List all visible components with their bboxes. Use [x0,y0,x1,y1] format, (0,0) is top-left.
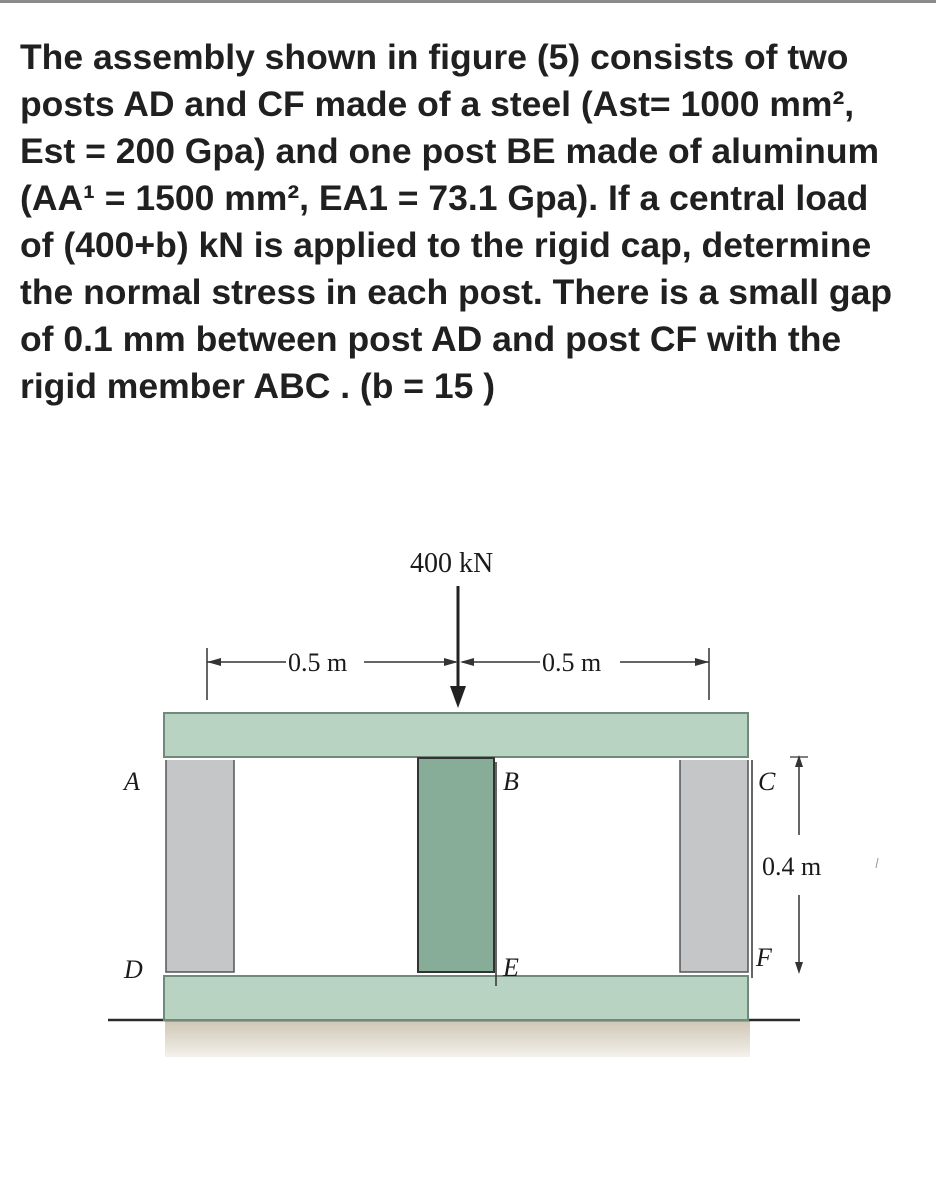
post-ad [166,759,234,972]
label-c: C [758,767,776,796]
dim-right-label: 0.5 m [542,648,602,677]
label-b: B [503,767,519,796]
dim-height-arrow-bottom [795,962,803,974]
label-a: A [124,767,140,796]
load-arrow-head [450,686,466,708]
rigid-cap [164,713,748,757]
ground-shading [165,1021,750,1057]
label-e: E [503,953,519,982]
post-cf [680,759,748,972]
problem-line: of 0.1 mm between post AD and post CF with the [20,319,842,359]
base-plate [164,976,748,1020]
label-d: D [124,955,143,984]
problem-line: of (400+b) kN is applied to the rigid cap, determine [20,225,872,265]
dim-arrow-left [207,658,221,666]
stray-mark [876,858,878,868]
dim-height-label: 0.4 m [762,852,822,881]
problem-line: rigid member ABC . (b = 15 ) [20,366,496,406]
dim-arrow-mid-right [460,658,474,666]
label-f: F [756,943,772,972]
problem-line: posts AD and CF made of a steel (Ast= 1000 mm², [20,84,855,124]
problem-line: The assembly shown in figure (5) consists of two [20,37,849,77]
dim-left-label: 0.5 m [288,648,348,677]
dim-arrow-mid-left [444,658,458,666]
load-label: 400 kN [410,548,494,579]
problem-line: Est = 200 Gpa) and one post BE made of aluminum [20,131,880,171]
problem-line: (AA¹ = 1500 mm², EA1 = 73.1 Gpa). If a central load [20,178,869,218]
dim-arrow-right [695,658,709,666]
post-be [418,758,494,972]
problem-line: the normal stress in each post. There is a small gap [20,272,893,312]
